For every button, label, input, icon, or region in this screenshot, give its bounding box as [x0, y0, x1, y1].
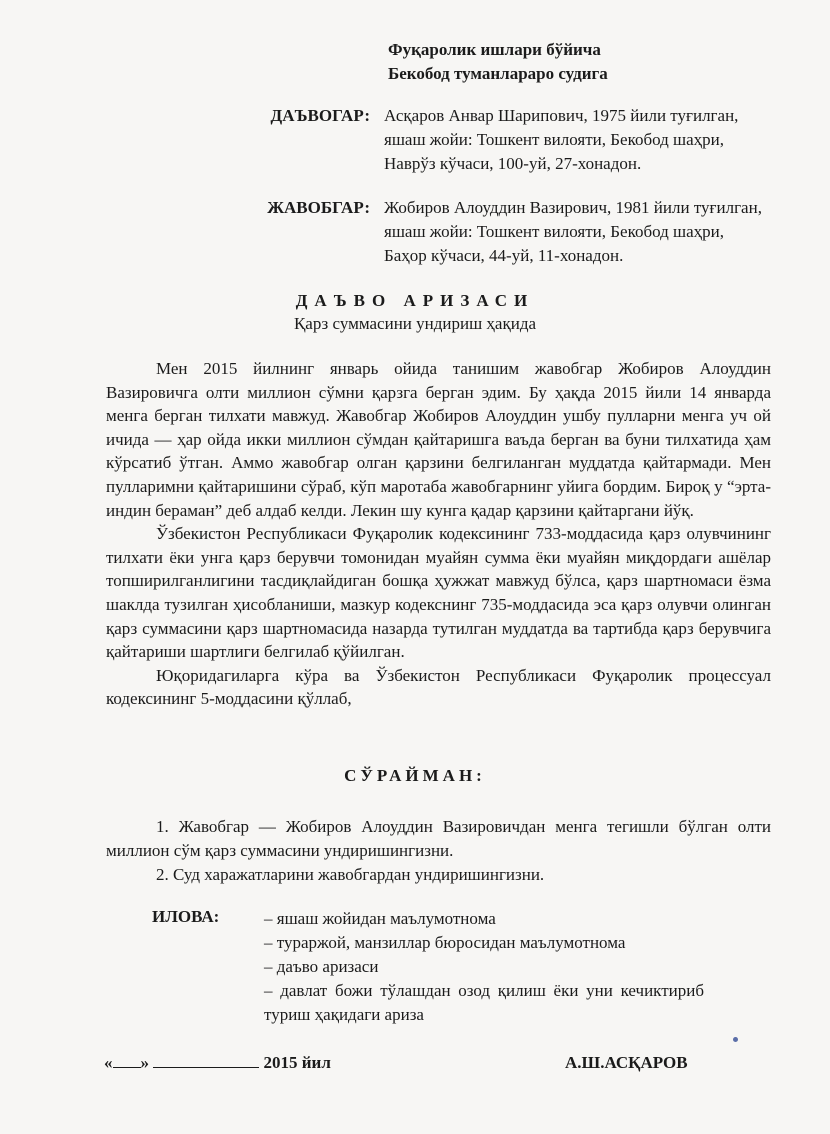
plaintiff-label: ДАЪВОГАР: — [270, 106, 370, 125]
document-subtitle: Қарз суммасини ундириш ҳақида — [293, 314, 537, 333]
defendant-label: ЖАВОБГАР: — [267, 198, 370, 217]
plaintiff-line-3: Наврўз кўчаси, 100-уй, 27-хонадон. — [384, 154, 642, 173]
date-line — [104, 1053, 331, 1073]
court-addressee — [388, 38, 608, 86]
date-year: 2015 йил — [263, 1053, 331, 1072]
court-line-1: Фуқаролик ишлари бўйича — [388, 40, 601, 59]
defendant-line-3: Баҳор кўчаси, 44-уй, 11-хонадон. — [384, 246, 624, 265]
court-line-2: Бекобод туманлараро судига — [388, 64, 608, 83]
plaintiff-details — [384, 104, 804, 176]
date-quote-close: » — [140, 1053, 149, 1072]
request-title: СЎРАЙМАН: — [344, 766, 486, 785]
appendix-label: ИЛОВА: — [152, 907, 220, 926]
defendant-line-1: Жобиров Алоуддин Вазирович, 1981 йили туғилган, — [384, 198, 762, 217]
signature: А.Ш.АСҚАРОВ — [565, 1053, 688, 1072]
claim-body — [106, 357, 771, 711]
appendix-item: – тураржой, манзиллар бюросидан маълумотнома — [264, 933, 626, 952]
claim-paragraph-1: Мен 2015 йилнинг январь ойида танишим жавобгар Жобиров Алоуддин Вазировичга олти миллион сўмни қарзга берган эдим. Бу ҳақда 2015 йили 14 январда менга берган тилхати мавжуд. Жавобгар Жобиров Алоуддин ушбу пулларни менга уч ой ичида — ҳар ойда икки миллион сўмдан қайтаришга ваъда берган ва буни тилхатида ҳам кўрсатиб ўтган. Аммо жавобгар олган қарзини белгиланган муддатда қайтармади. Мен пулларимни қайтаришини сўраб, кўп маротаба жавобгарнинг уйига бордим. Бироқ у “эрта-индин бераман” деб алдаб келди. Лекин шу кунга қадар қарзини қайтаргани йўқ. — [106, 359, 771, 520]
plaintiff-line-2: яшаш жойи: Тошкент вилояти, Бекобод шаҳри, — [384, 130, 725, 149]
claim-paragraph-2: Ўзбекистон Республикаси Фуқаролик кодексининг 733-моддасида қарз олувчининг тилхати ёки унга қарз берувчи томонидан муайян сумма ёки муайян миқдордаги ашёлар топширилганлигини тасдиқлайдиган бошқа ҳужжат мавжуд бўлса, қарз шартномаси ёзма шаклда тузилган ҳисобланиши, мазкур кодекснинг 735-моддасида эса қарз олувчи олинган қарз суммасини қарз шартномасида назарда тутилган муддатда ва тартибда қарз берувчига қайтариши шартлиги белгилаб қўйилган. — [106, 524, 771, 662]
claim-paragraph-3: Юқоридагиларга кўра ва Ўзбекистон Республикаси Фуқаролик процессуал кодексининг 5-моддасини қўллаб, — [106, 665, 771, 709]
defendant-details — [384, 196, 804, 268]
month-blank — [153, 1053, 259, 1068]
ink-dot — [733, 1037, 738, 1042]
request-list — [106, 815, 771, 887]
appendix-list — [264, 907, 704, 1027]
document-title: ДАЪВО АРИЗАСИ — [295, 291, 535, 310]
appendix-item: – яшаш жойидан маълумотнома — [264, 909, 496, 928]
plaintiff-line-1: Асқаров Анвар Шарипович, 1975 йили туғилган, — [384, 106, 739, 125]
defendant-line-2: яшаш жойи: Тошкент вилояти, Бекобод шаҳри, — [384, 222, 725, 241]
request-item-2: 2. Суд харажатларини жавобгардан ундиришингизни. — [156, 865, 545, 884]
day-blank — [113, 1053, 141, 1068]
appendix-item: – давлат божи тўлашдан озод қилиш ёки уни кечиктириб туриш ҳақидаги ариза — [264, 981, 704, 1024]
date-quote-open: « — [104, 1053, 113, 1072]
appendix-item: – даъво аризаси — [264, 957, 379, 976]
request-item-1: 1. Жавобгар — Жобиров Алоуддин Вазировичдан менга тегишли бўлган олти миллион сўм қарз суммасини ундиришингизни. — [106, 817, 771, 860]
